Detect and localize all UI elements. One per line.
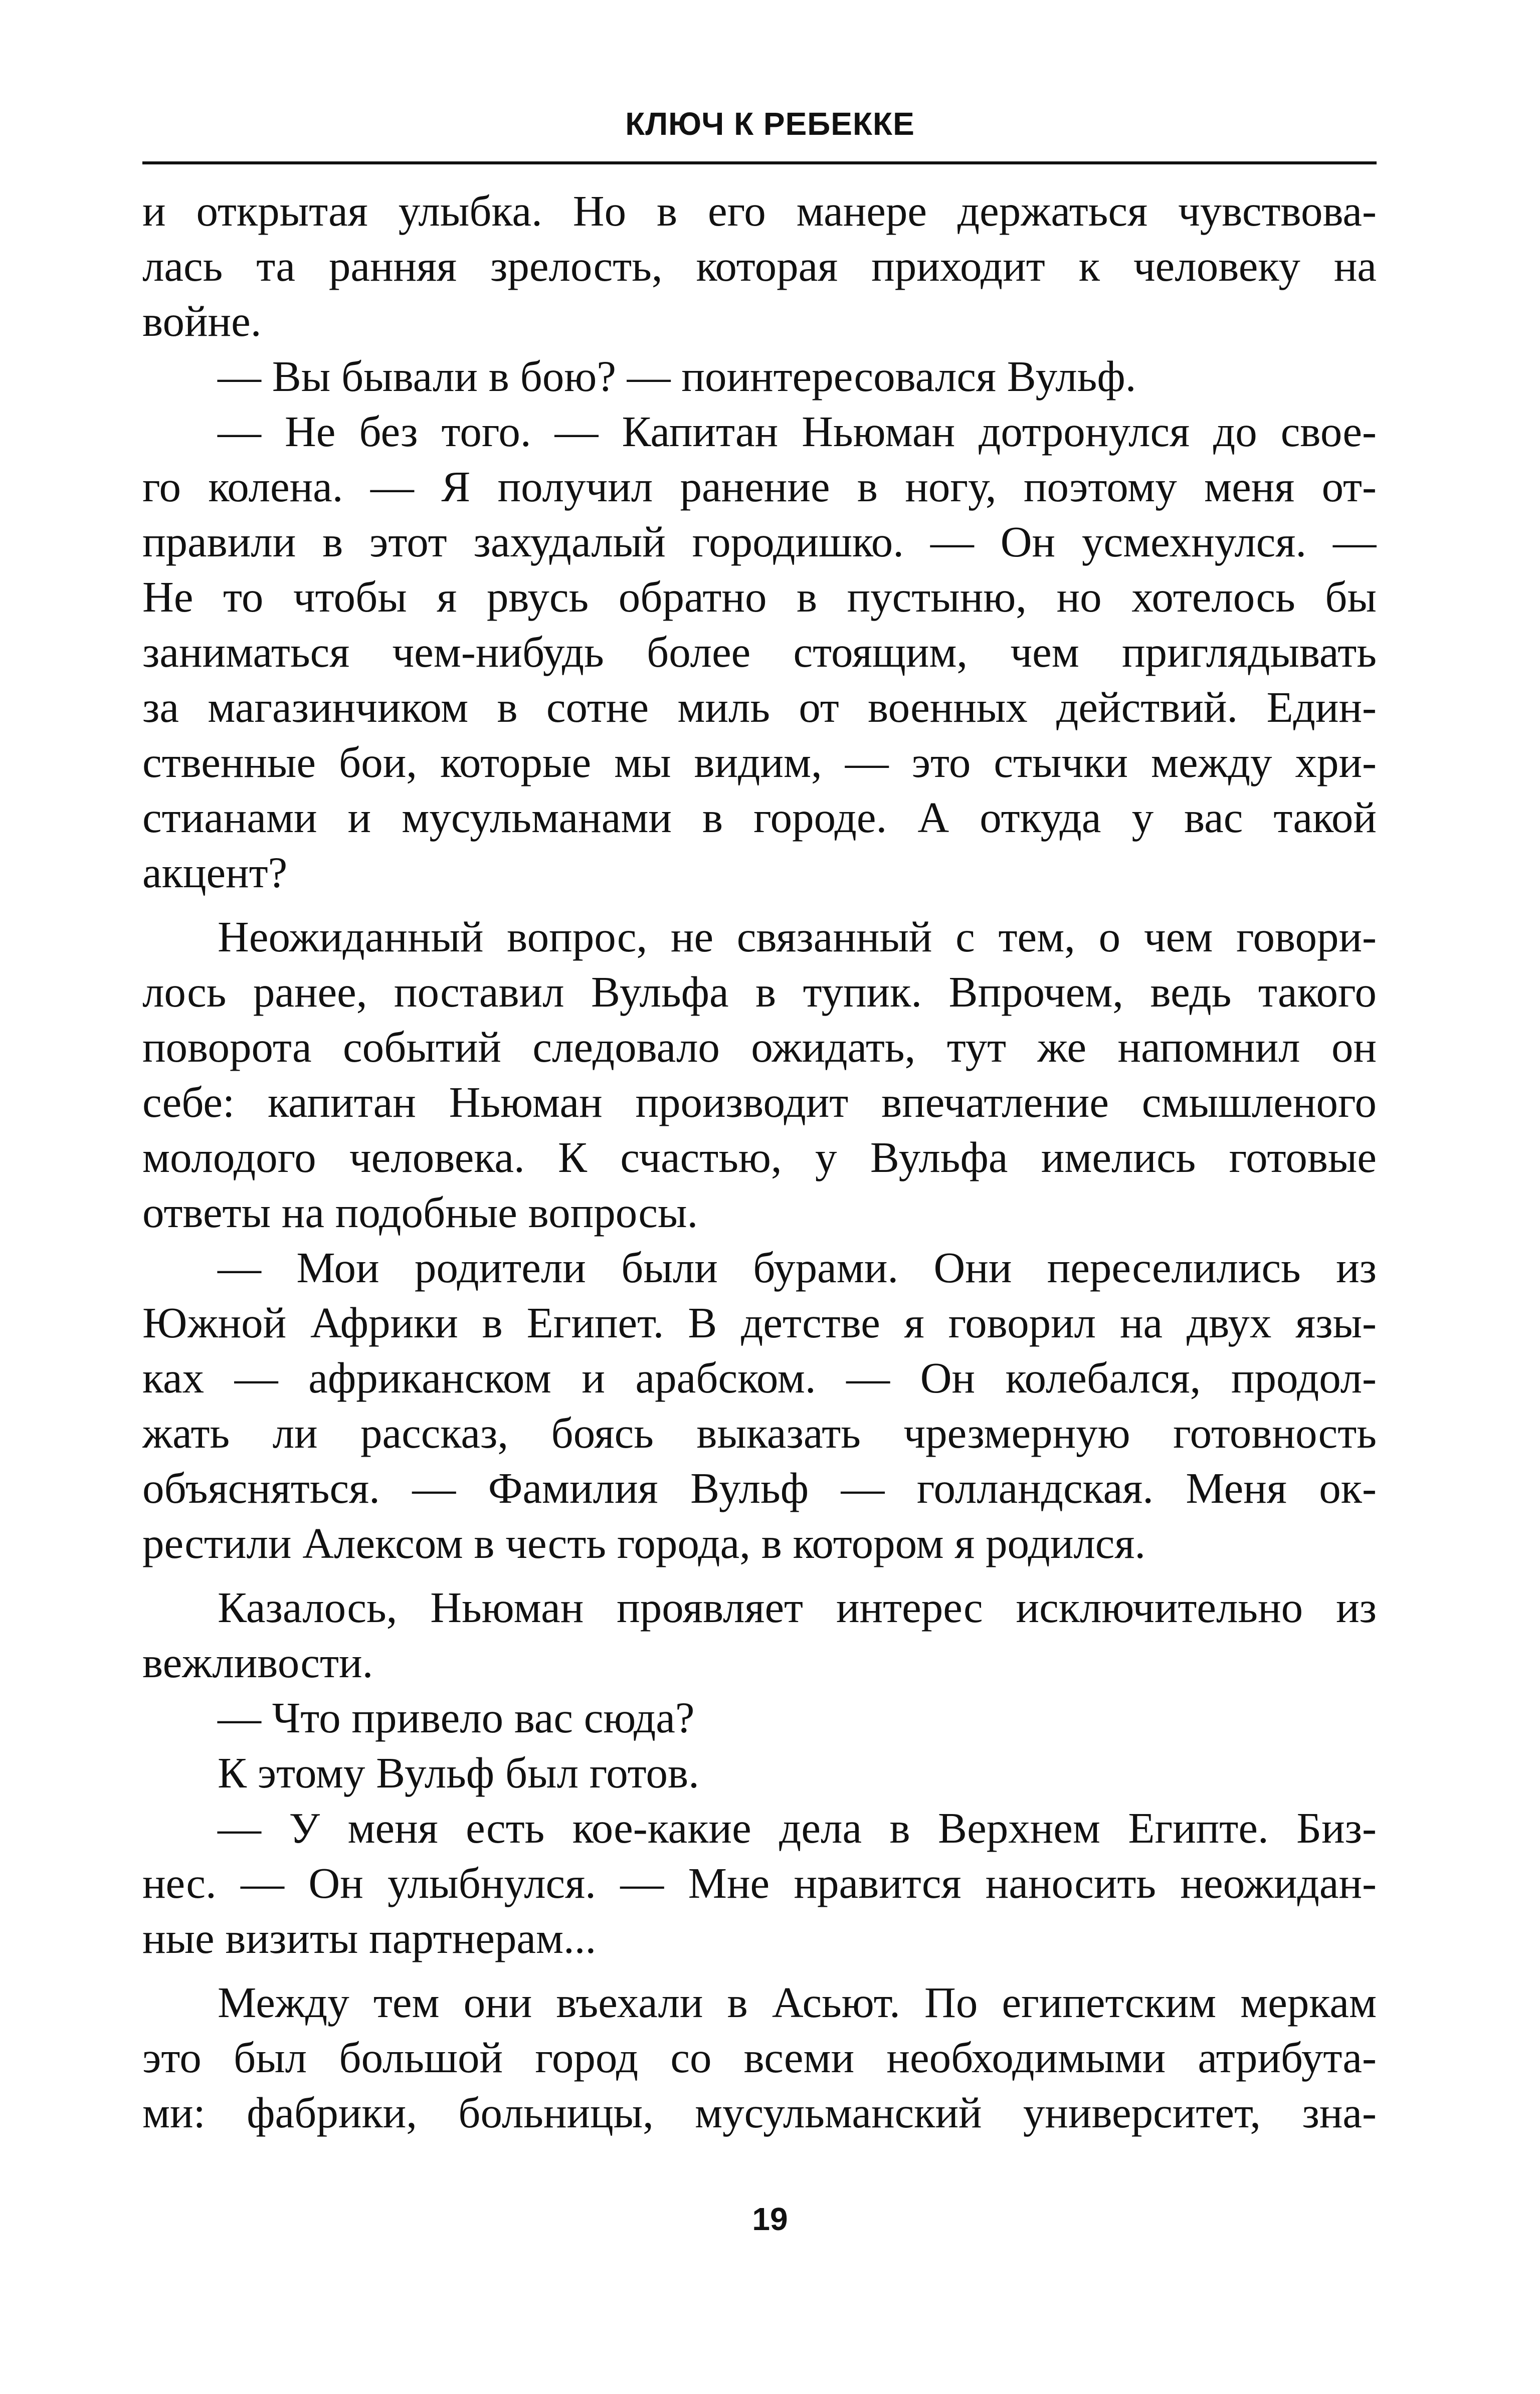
text-line: лась та ранняя зрелость, которая приходит к человеку на: [142, 242, 1377, 290]
text-line: акцент?: [142, 848, 288, 897]
text-line: — Вы бывали в бою? — поинтересовался Вульф.: [218, 352, 1136, 401]
text-line: объясняться. — Фамилия Вульф — голландская. Меня ок-: [142, 1464, 1377, 1512]
text-line: — Что привело вас сюда?: [218, 1693, 695, 1742]
text-line: стианами и мусульманами в городе. А откуда у вас такой: [142, 793, 1377, 842]
running-head-title: КЛЮЧ К РЕБЕККЕ: [625, 106, 915, 142]
text-line: — Не без того. — Капитан Ньюман дотронулся до свое-: [218, 407, 1377, 456]
text-line: ственные бои, которые мы видим, — это стычки между хри-: [142, 738, 1377, 786]
text-line: Между тем они въехали в Асьют. По египетским меркам: [218, 1978, 1377, 2027]
text-line: себе: капитан Ньюман производит впечатление смышленого: [142, 1078, 1377, 1126]
text-line: ные визиты партнерам...: [142, 1914, 597, 1962]
text-line: жать ли рассказ, боясь выказать чрезмерную готовность: [142, 1409, 1377, 1457]
text-line: заниматься чем-нибудь более стоящим, чем приглядывать: [142, 628, 1377, 676]
text-line: рестили Алексом в честь города, в котором я родился.: [142, 1519, 1146, 1567]
text-line: ответы на подобные вопросы.: [142, 1188, 698, 1237]
text-line: Казалось, Ньюман проявляет интерес исключительно из: [218, 1583, 1377, 1632]
text-line: Не то чтобы я рвусь обратно в пустыню, но хотелось бы: [142, 572, 1377, 621]
text-line: это был большой город со всеми необходимыми атрибута-: [142, 2033, 1377, 2082]
text-line: Южной Африки в Египет. В детстве я говорил на двух язы-: [142, 1298, 1377, 1347]
text-line: вежливости.: [142, 1638, 373, 1687]
text-line: нес. — Он улыбнулся. — Мне нравится наносить неожидан-: [142, 1859, 1377, 1907]
text-line: правили в этот захудалый городишко. — Он усмехнулся. —: [142, 517, 1377, 566]
text-line: молодого человека. К счастью, у Вульфа имелись готовые: [142, 1133, 1377, 1181]
text-line: войне.: [142, 297, 262, 345]
text-line: Неожиданный вопрос, не связанный с тем, о чем говори-: [218, 912, 1377, 961]
text-line: поворота событий следовало ожидать, тут же напомнил он: [142, 1023, 1377, 1071]
text-line: ми: фабрики, больницы, мусульманский университет, зна-: [142, 2088, 1377, 2137]
page-number: 19: [752, 2201, 788, 2237]
text-line: за магазинчиком в сотне миль от военных действий. Един-: [142, 683, 1377, 731]
text-line: лось ранее, поставил Вульфа в тупик. Впрочем, ведь такого: [142, 967, 1377, 1016]
text-line: ках — африканском и арабском. — Он колебался, продол-: [142, 1353, 1377, 1402]
body-text: [142, 183, 1377, 2140]
text-line: — Мои родители были бурами. Они переселились из: [218, 1243, 1377, 1292]
text-line: и открытая улыбка. Но в его манере держаться чувствова-: [142, 186, 1377, 235]
text-line: — У меня есть кое-какие дела в Верхнем Египте. Биз-: [218, 1804, 1377, 1852]
text-line: К этому Вульф был готов.: [218, 1748, 699, 1797]
header-rule: [142, 161, 1377, 164]
text-line: го колена. — Я получил ранение в ногу, поэтому меня от-: [142, 462, 1377, 511]
